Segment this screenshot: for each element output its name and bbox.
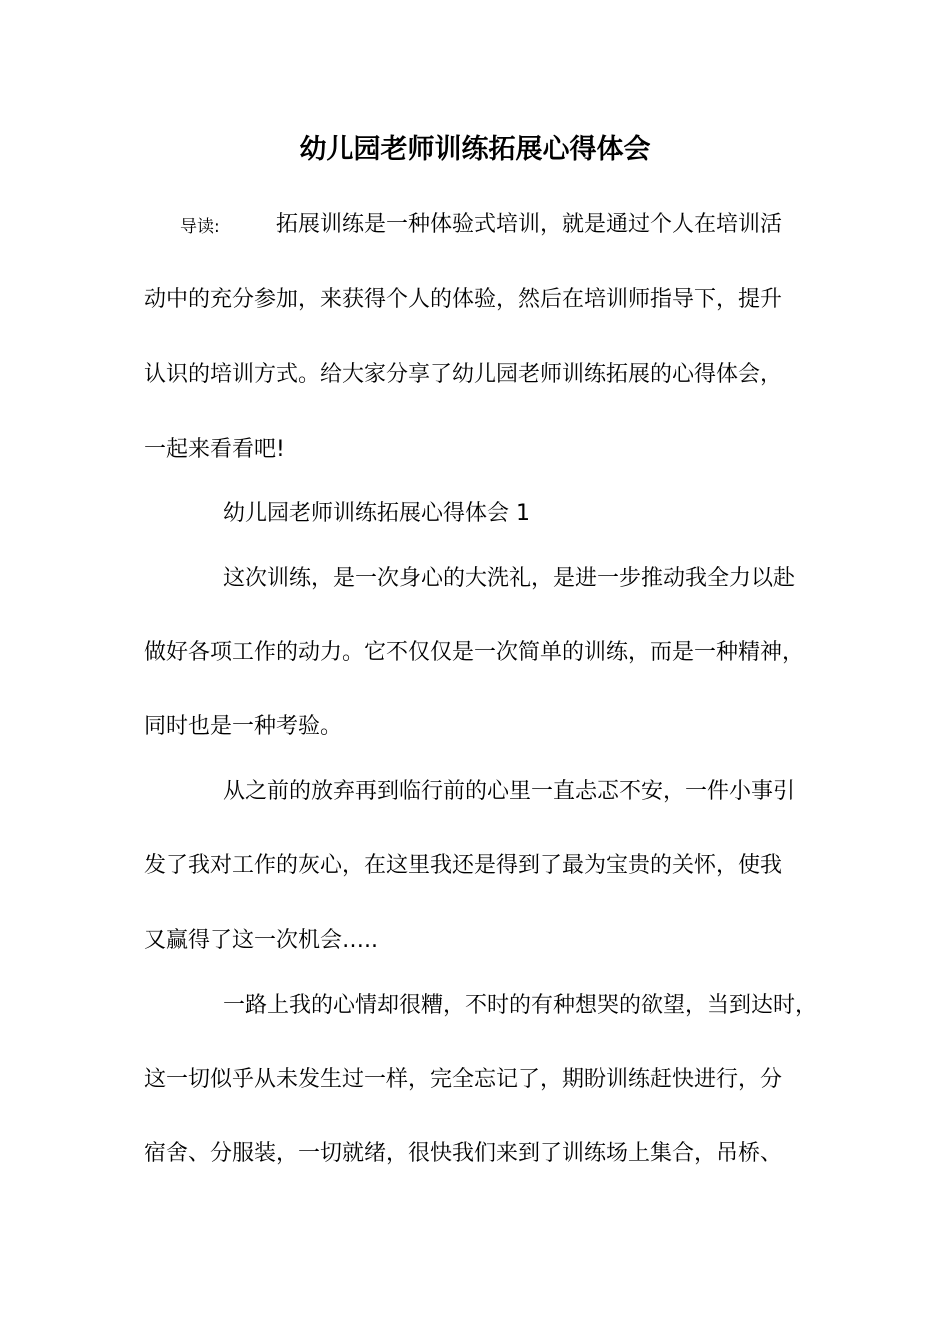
paragraph-line: 做好各项工作的动力。它不仅仅是一次简单的训练，而是一种精神， [144,640,805,665]
paragraph-line: 发了我对工作的灰心，在这里我还是得到了最为宝贵的关怀，使我 [144,853,783,878]
paragraph-line: 这次训练，是一次身心的大洗礼，是进一步推动我全力以赴 [223,566,796,591]
paragraph-line: 从之前的放弃再到临行前的心里一直忐忑不安，一件小事引 [223,779,796,804]
lead-line: 认识的培训方式。给大家分享了幼儿园老师训练拓展的心得体会， [144,362,783,387]
paragraph-line: 这一切似乎从未发生过一样，完全忘记了，期盼训练赶快进行，分 [144,1067,783,1092]
paragraph-line: 一路上我的心情却很糟，不时的有种想哭的欲望，当到达时， [223,993,818,1018]
lead-label: 导读: [180,217,220,237]
paragraph-line: 宿舍、分服装，一切就绪，很快我们来到了训练场上集合，吊桥、 [144,1141,783,1166]
paragraph-line: 同时也是一种考验。 [144,714,343,739]
document-title: 幼儿园老师训练拓展心得体会 [299,134,651,165]
section-heading: 幼儿园老师训练拓展心得体会 1 [223,501,530,526]
lead-line: 一起来看看吧! [144,437,285,462]
lead-line: 拓展训练是一种体验式培训，就是通过个人在培训活 [276,212,783,237]
paragraph-line: 又赢得了这一次机会….. [144,928,378,953]
lead-line: 动中的充分参加，来获得个人的体验，然后在培训师指导下，提升 [144,287,783,312]
